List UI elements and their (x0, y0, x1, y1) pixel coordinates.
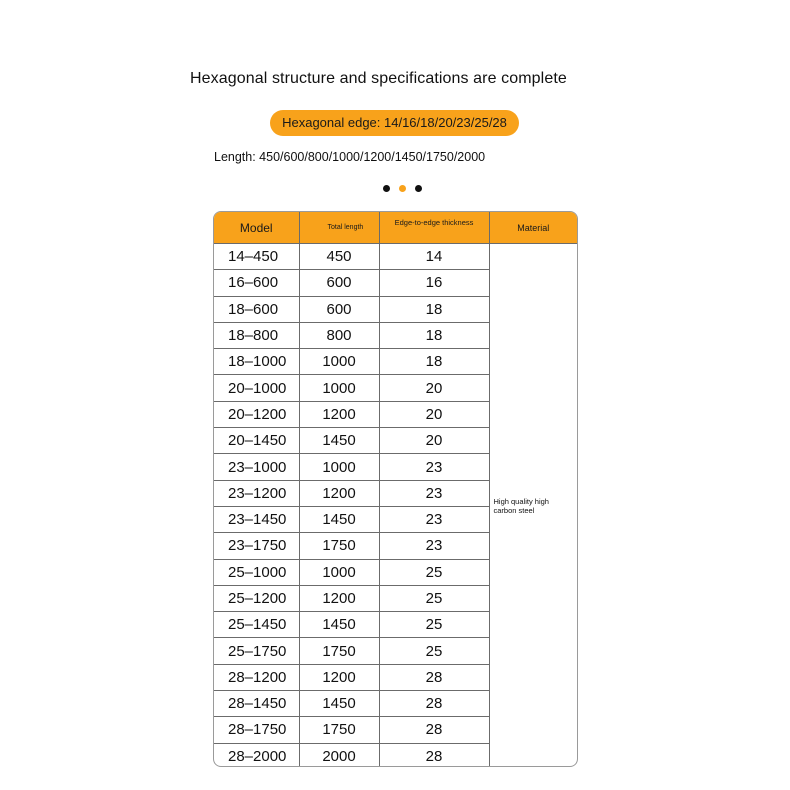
cell-model: 14–450 (214, 244, 299, 270)
cell-model: 18–600 (214, 296, 299, 322)
cell-length: 1200 (299, 480, 379, 506)
header-thickness: Edge-to-edge thickness (379, 212, 489, 244)
cell-model: 28–1450 (214, 691, 299, 717)
cell-thickness: 25 (379, 638, 489, 664)
cell-length: 800 (299, 322, 379, 348)
carousel-dot[interactable] (383, 185, 390, 192)
cell-thickness: 28 (379, 743, 489, 767)
header-total-length: Total length (299, 212, 379, 244)
cell-length: 1750 (299, 717, 379, 743)
header-model: Model (214, 212, 299, 244)
cell-length: 1000 (299, 375, 379, 401)
cell-thickness: 25 (379, 585, 489, 611)
carousel-dot-active[interactable] (399, 185, 406, 192)
cell-model: 20–1000 (214, 375, 299, 401)
table-row (214, 244, 577, 270)
cell-model: 20–1450 (214, 428, 299, 454)
cell-length: 1750 (299, 638, 379, 664)
cell-length: 1750 (299, 533, 379, 559)
cell-length: 1450 (299, 691, 379, 717)
cell-model: 18–800 (214, 322, 299, 348)
cell-length: 1000 (299, 559, 379, 585)
cell-thickness: 28 (379, 717, 489, 743)
hexagonal-edge-badge: Hexagonal edge: 14/16/18/20/23/25/28 (270, 110, 519, 136)
cell-model: 18–1000 (214, 349, 299, 375)
cell-thickness: 18 (379, 296, 489, 322)
cell-model: 25–1750 (214, 638, 299, 664)
cell-length: 1200 (299, 585, 379, 611)
cell-model: 28–2000 (214, 743, 299, 767)
cell-length: 2000 (299, 743, 379, 767)
cell-model: 23–1000 (214, 454, 299, 480)
cell-model: 25–1000 (214, 559, 299, 585)
spec-table (213, 211, 578, 767)
page-title: Hexagonal structure and specifications are complete (190, 70, 567, 87)
cell-thickness: 20 (379, 375, 489, 401)
cell-model: 23–1750 (214, 533, 299, 559)
cell-model: 28–1200 (214, 664, 299, 690)
cell-thickness: 18 (379, 349, 489, 375)
cell-model: 20–1200 (214, 401, 299, 427)
cell-thickness: 23 (379, 480, 489, 506)
cell-thickness: 28 (379, 664, 489, 690)
carousel-dot[interactable] (415, 185, 422, 192)
cell-length: 1000 (299, 349, 379, 375)
cell-length: 1450 (299, 506, 379, 532)
cell-model: 16–600 (214, 270, 299, 296)
cell-model: 25–1450 (214, 612, 299, 638)
cell-thickness: 20 (379, 428, 489, 454)
cell-thickness: 14 (379, 244, 489, 270)
cell-length: 600 (299, 270, 379, 296)
cell-material: High quality high carbon steel (493, 497, 549, 516)
cell-thickness: 23 (379, 454, 489, 480)
length-spec: Length: 450/600/800/1000/1200/1450/1750/2000 (214, 150, 486, 164)
cell-length: 1450 (299, 428, 379, 454)
cell-length: 1200 (299, 664, 379, 690)
cell-model: 28–1750 (214, 717, 299, 743)
cell-length: 1200 (299, 401, 379, 427)
cell-thickness: 23 (379, 506, 489, 532)
cell-thickness: 23 (379, 533, 489, 559)
cell-model: 23–1200 (214, 480, 299, 506)
cell-thickness: 18 (379, 322, 489, 348)
cell-thickness: 28 (379, 691, 489, 717)
cell-thickness: 16 (379, 270, 489, 296)
cell-thickness: 25 (379, 612, 489, 638)
header-material: Material (489, 212, 577, 244)
cell-model: 25–1200 (214, 585, 299, 611)
cell-thickness: 20 (379, 401, 489, 427)
cell-length: 1450 (299, 612, 379, 638)
cell-thickness: 25 (379, 559, 489, 585)
cell-length: 1000 (299, 454, 379, 480)
cell-length: 600 (299, 296, 379, 322)
table-header-row (214, 212, 577, 244)
cell-model: 23–1450 (214, 506, 299, 532)
cell-length: 450 (299, 244, 379, 270)
